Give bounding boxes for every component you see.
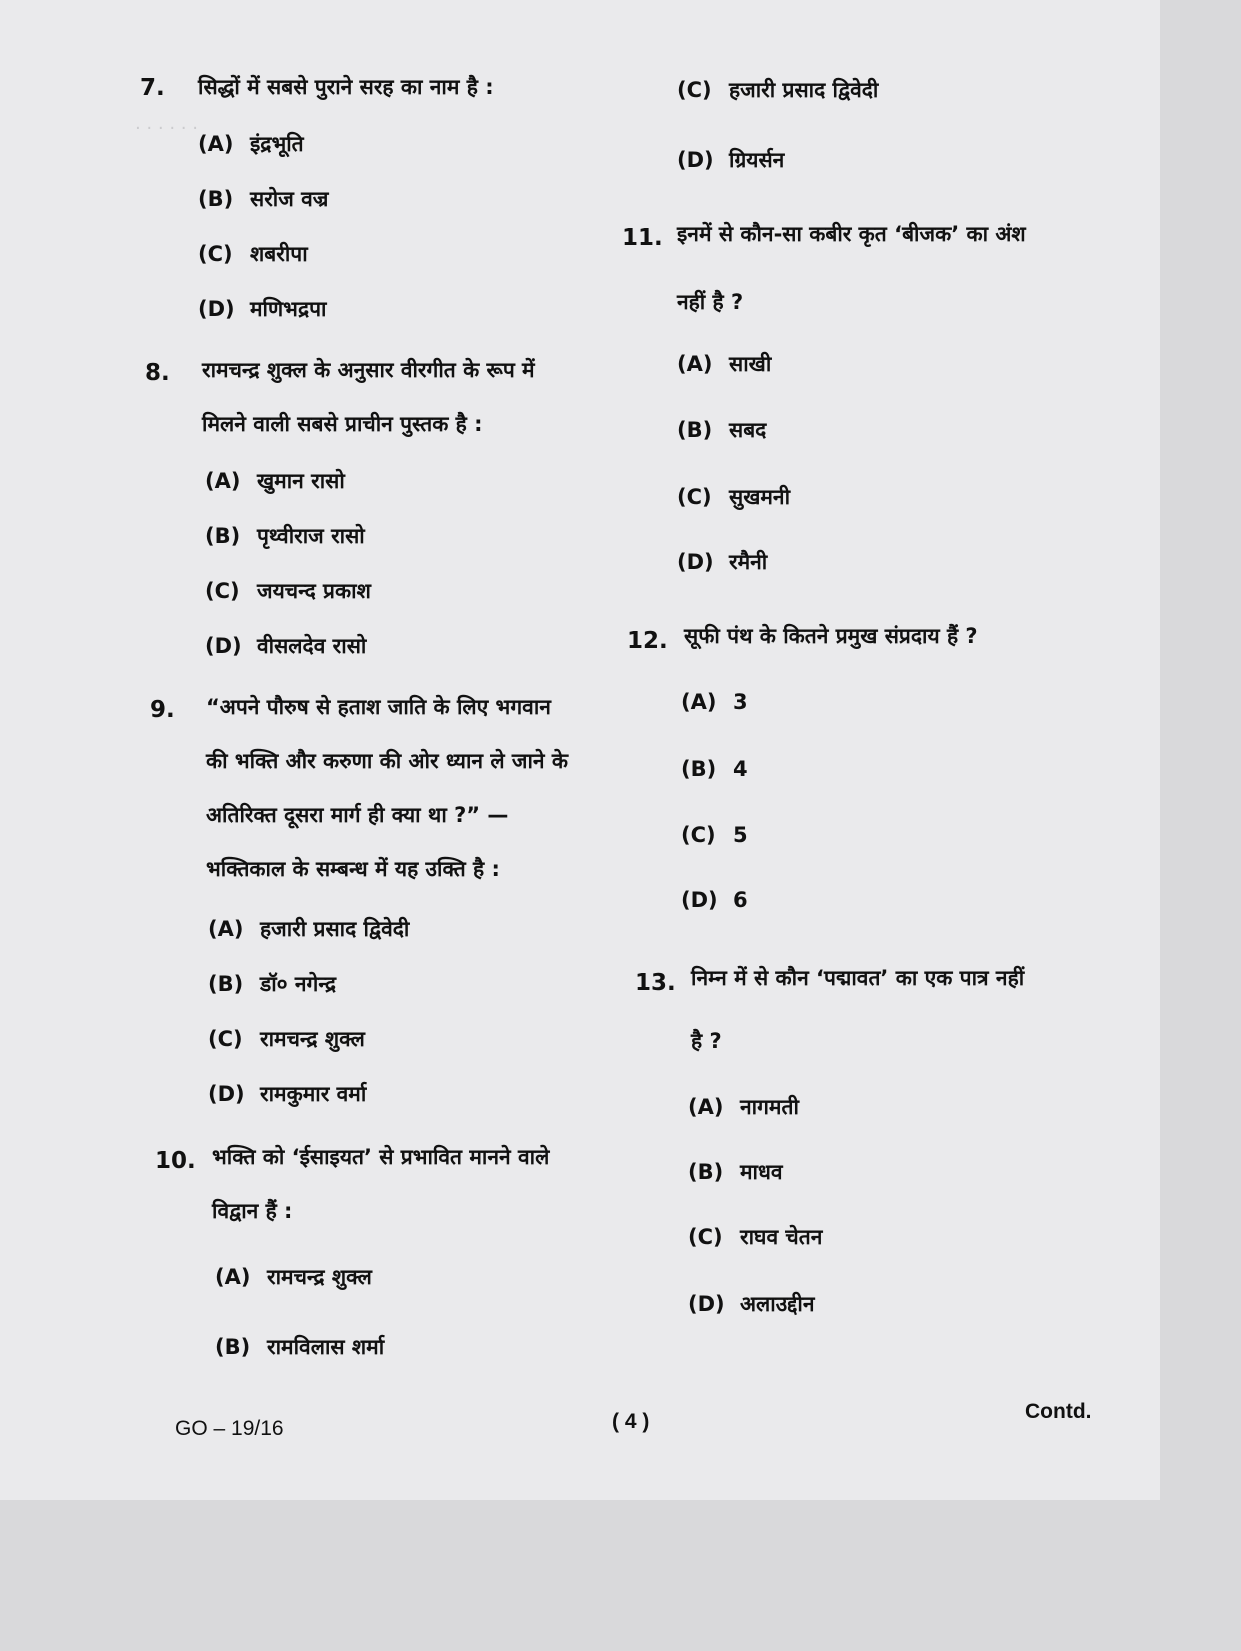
question-text: भक्ति को ‘ईसाइयत’ से प्रभावित मानने वाले (212, 1145, 550, 1169)
question-number: 7. (140, 75, 165, 101)
question-text: सूफी पंथ के कितने प्रमुख संप्रदाय हैं ? (684, 624, 978, 648)
option-c: (C) राघव चेतन (688, 1225, 823, 1249)
option-d: (D) ग्रियर्सन (677, 148, 785, 172)
option-b: (B) पृथ्वीराज रासो (205, 524, 365, 548)
question-text: मिलने वाली सबसे प्राचीन पुस्तक है : (202, 412, 483, 436)
bleed-through-text: · · · · · · (135, 118, 198, 139)
option-d: (D) रामकुमार वर्मा (208, 1082, 367, 1106)
option-b: (B) सबद (677, 418, 767, 442)
question-number: 11. (622, 225, 663, 251)
option-c: (C) 5 (681, 823, 748, 847)
question-text: इनमें से कौन-सा कबीर कृत ‘बीजक’ का अंश (677, 222, 1026, 246)
question-number: 13. (635, 970, 676, 996)
option-c: (C) शबरीपा (198, 242, 308, 266)
question-text: की भक्ति और करुणा की ओर ध्यान ले जाने के (206, 749, 569, 773)
question-text: “अपने पौरुष से हताश जाति के लिए भगवान (206, 695, 551, 719)
paper-code: GO – 19/16 (175, 1417, 284, 1440)
option-a: (A) इंद्रभूति (198, 132, 304, 156)
question-number: 12. (627, 628, 668, 654)
option-c: (C) रामचन्द्र शुक्ल (208, 1027, 365, 1051)
question-text: सिद्धों में सबसे पुराने सरह का नाम है : (198, 75, 494, 99)
question-text: रामचन्द्र शुक्ल के अनुसार वीरगीत के रूप में (202, 358, 535, 382)
question-text: है ? (691, 1029, 722, 1053)
question-text: विद्वान हैं : (212, 1199, 293, 1223)
option-a: (A) नागमती (688, 1095, 799, 1119)
option-a: (A) हजारी प्रसाद द्विवेदी (208, 917, 410, 941)
option-a: (A) खुमान रासो (205, 469, 345, 493)
question-text: अतिरिक्त दूसरा मार्ग ही क्या था ?” — (206, 803, 509, 827)
option-b: (B) सरोज वज्र (198, 187, 329, 211)
option-b: (B) रामविलास शर्मा (215, 1335, 385, 1359)
continued-label: Contd. (1025, 1400, 1092, 1423)
option-d: (D) वीसलदेव रासो (205, 634, 367, 658)
option-b: (B) 4 (681, 757, 748, 781)
question-number: 10. (155, 1148, 196, 1174)
option-d: (D) मणिभद्रपा (198, 297, 327, 321)
option-a: (A) 3 (681, 690, 748, 714)
option-b: (B) माधव (688, 1160, 783, 1184)
page-number: ( 4 ) (612, 1410, 650, 1433)
option-d: (D) रमैनी (677, 550, 768, 574)
question-text: नहीं है ? (677, 290, 744, 314)
option-d: (D) 6 (681, 888, 748, 912)
option-b: (B) डॉ० नगेन्द्र (208, 972, 337, 996)
option-c: (C) जयचन्द प्रकाश (205, 579, 371, 603)
question-number: 8. (145, 360, 170, 386)
question-number: 9. (150, 697, 175, 723)
question-text: निम्न में से कौन ‘पद्मावत’ का एक पात्र नहीं (691, 966, 1025, 990)
option-a: (A) साखी (677, 352, 772, 376)
option-d: (D) अलाउद्दीन (688, 1292, 815, 1316)
option-a: (A) रामचन्द्र शुक्ल (215, 1265, 372, 1289)
option-c: (C) हजारी प्रसाद द्विवेदी (677, 78, 879, 102)
question-text: भक्तिकाल के सम्बन्ध में यह उक्ति है : (206, 857, 500, 881)
option-c: (C) सुखमनी (677, 485, 791, 509)
